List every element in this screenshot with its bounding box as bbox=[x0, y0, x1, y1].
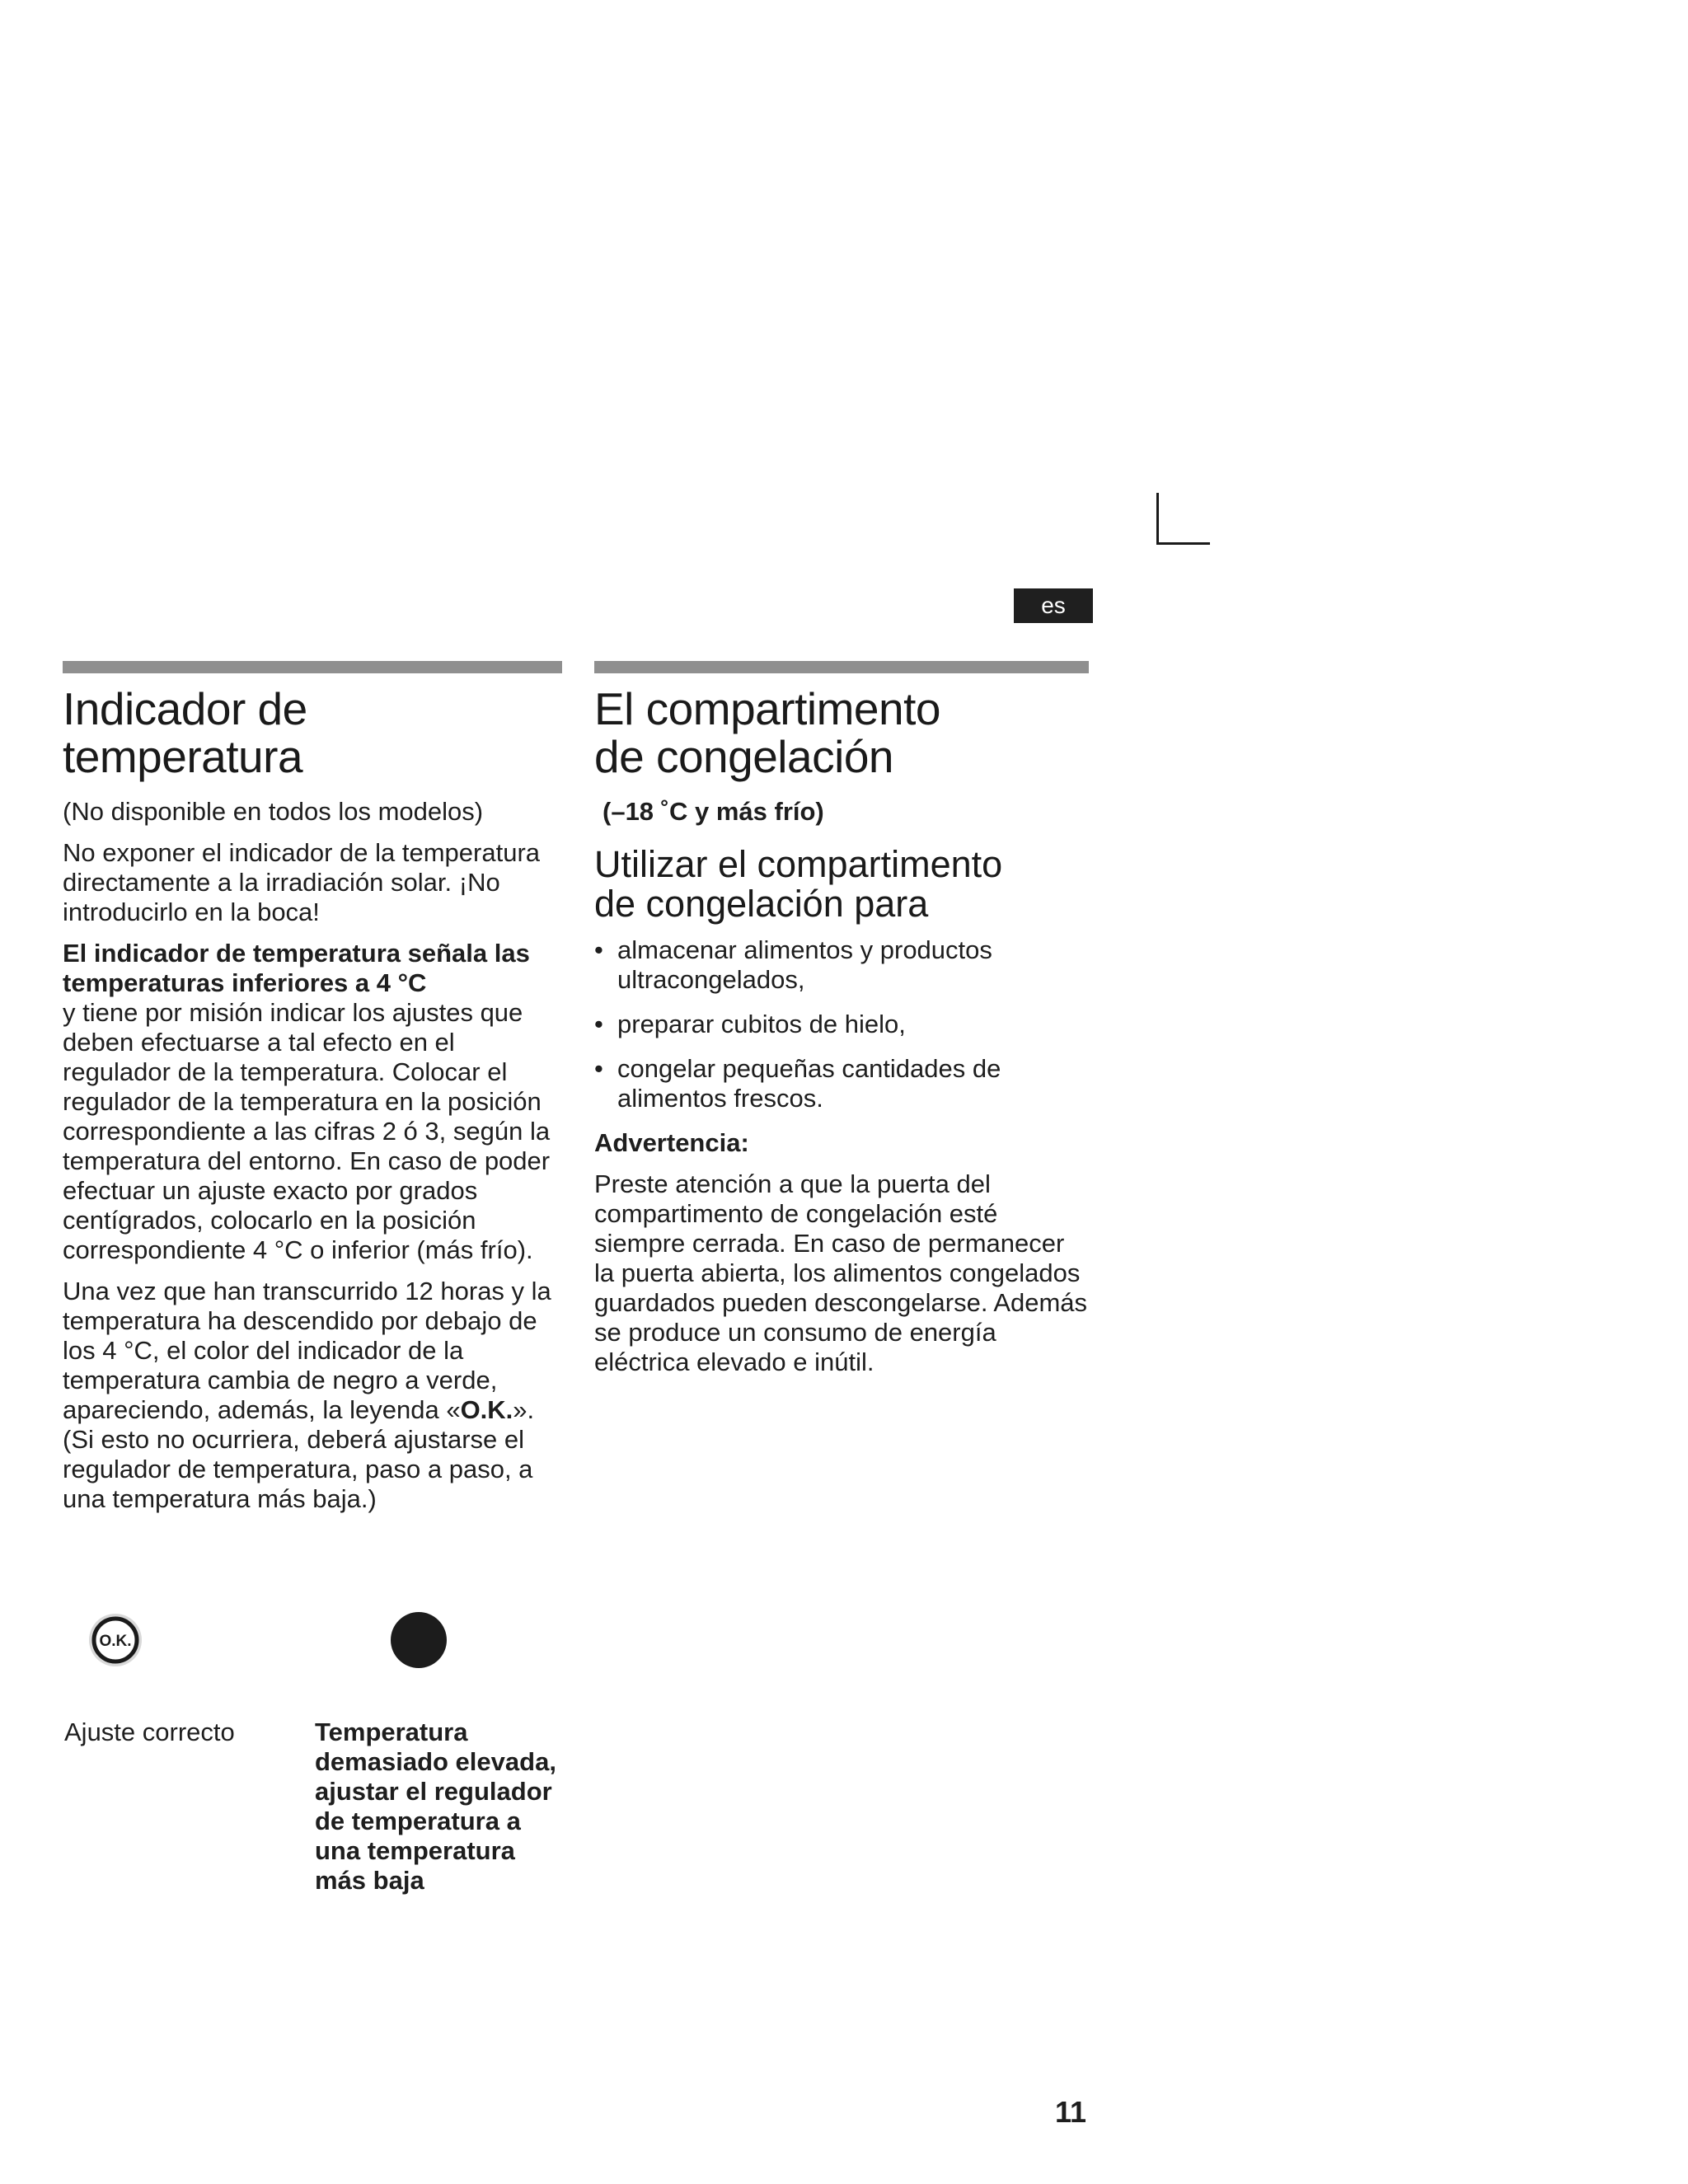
temperature-note: (–18 ˚C y más frío) bbox=[603, 797, 824, 826]
indicator-description-text: y tiene por misión indicar los ajustes que deben efectuarse a tal efecto en el regulador de la temperatura. Colocar el regulador de la temperatura en la posición correspondiente a las cifras 2 ó 3, según la temperatura del entorno. En caso de poder efectuar un ajuste exacto por grados centígrados, colocarlo en la posición correspondiente 4 °C o inferior (más frío). bbox=[63, 998, 551, 1264]
dark-indicator-icon bbox=[389, 1610, 448, 1670]
ok-legend: O.K. bbox=[460, 1395, 513, 1424]
section-title bbox=[594, 685, 1089, 780]
color-change-text-b: ». (Si esto no ocurriera, deberá ajustarse el regulador de temperatura, paso a paso, a una temperatura más baja.) bbox=[63, 1395, 535, 1513]
bullet: • bbox=[594, 1010, 603, 1038]
section-rule bbox=[594, 661, 1089, 673]
indicator-examples bbox=[63, 1605, 574, 1935]
indicator-description-bold: El indicador de temperatura señala las temperaturas inferiores a 4 °C bbox=[63, 939, 530, 997]
color-change-text-a: Una vez que han transcurrido 12 horas y la temperatura ha descendido por debajo de los 4 °C, el color del indicador de la temperatura cambia de negro a verde, apareciendo, además, la leyenda « bbox=[63, 1277, 551, 1424]
title-line-1: Indicador de bbox=[63, 683, 307, 734]
bullet: • bbox=[594, 1054, 603, 1083]
language-tab: es bbox=[1014, 588, 1093, 623]
section-title bbox=[63, 685, 562, 780]
warning-label: Advertencia: bbox=[594, 1128, 749, 1157]
warning-text: Preste atención a que la puerta del compartimento de congelación esté siempre cerrada. En caso de permanecer la puerta abierta, los alimentos congelados guardados pueden descongelarse. Además se produce un consumo de energía eléctrica elevado e inútil. bbox=[594, 1169, 1088, 1376]
indicator-description bbox=[63, 939, 562, 1265]
bullet: • bbox=[594, 935, 603, 964]
ok-indicator-label: O.K. bbox=[99, 1633, 132, 1650]
title-line-2: de congelación bbox=[594, 731, 894, 782]
temperature-indicator-section bbox=[63, 661, 562, 1526]
crop-mark bbox=[1156, 493, 1210, 545]
title-line-1: El compartimento bbox=[594, 683, 940, 734]
too-warm-caption: Temperatura demasiado elevada, ajustar el regulador de temperatura a una temperatura más baja bbox=[315, 1718, 556, 1895]
page-number: 11 bbox=[1055, 2095, 1087, 2129]
ok-indicator-icon bbox=[87, 1612, 143, 1668]
list-item bbox=[594, 1054, 1089, 1113]
list-item bbox=[594, 1010, 1089, 1039]
availability-note: (No disponible en todos los modelos) bbox=[63, 797, 484, 826]
usage-list bbox=[594, 935, 1089, 1113]
list-item-text: preparar cubitos de hielo, bbox=[617, 1010, 906, 1038]
safety-warning: No exponer el indicador de la temperatura directamente a la irradiación solar. ¡No introducirlo en la boca! bbox=[63, 838, 541, 926]
subtitle-line-1: Utilizar el compartimento bbox=[594, 843, 1003, 885]
list-item-text: almacenar alimentos y productos ultracongelados, bbox=[617, 935, 992, 994]
list-item-text: congelar pequeñas cantidades de alimentos frescos. bbox=[617, 1054, 1001, 1113]
color-change-paragraph bbox=[63, 1277, 562, 1514]
freezer-compartment-section bbox=[594, 661, 1089, 1389]
list-item bbox=[594, 935, 1089, 995]
subsection-title bbox=[594, 845, 1089, 924]
section-rule bbox=[63, 661, 562, 673]
subtitle-line-2: de congelación para bbox=[594, 883, 929, 925]
title-line-2: temperatura bbox=[63, 731, 303, 782]
ok-caption: Ajuste correcto bbox=[64, 1718, 235, 1746]
